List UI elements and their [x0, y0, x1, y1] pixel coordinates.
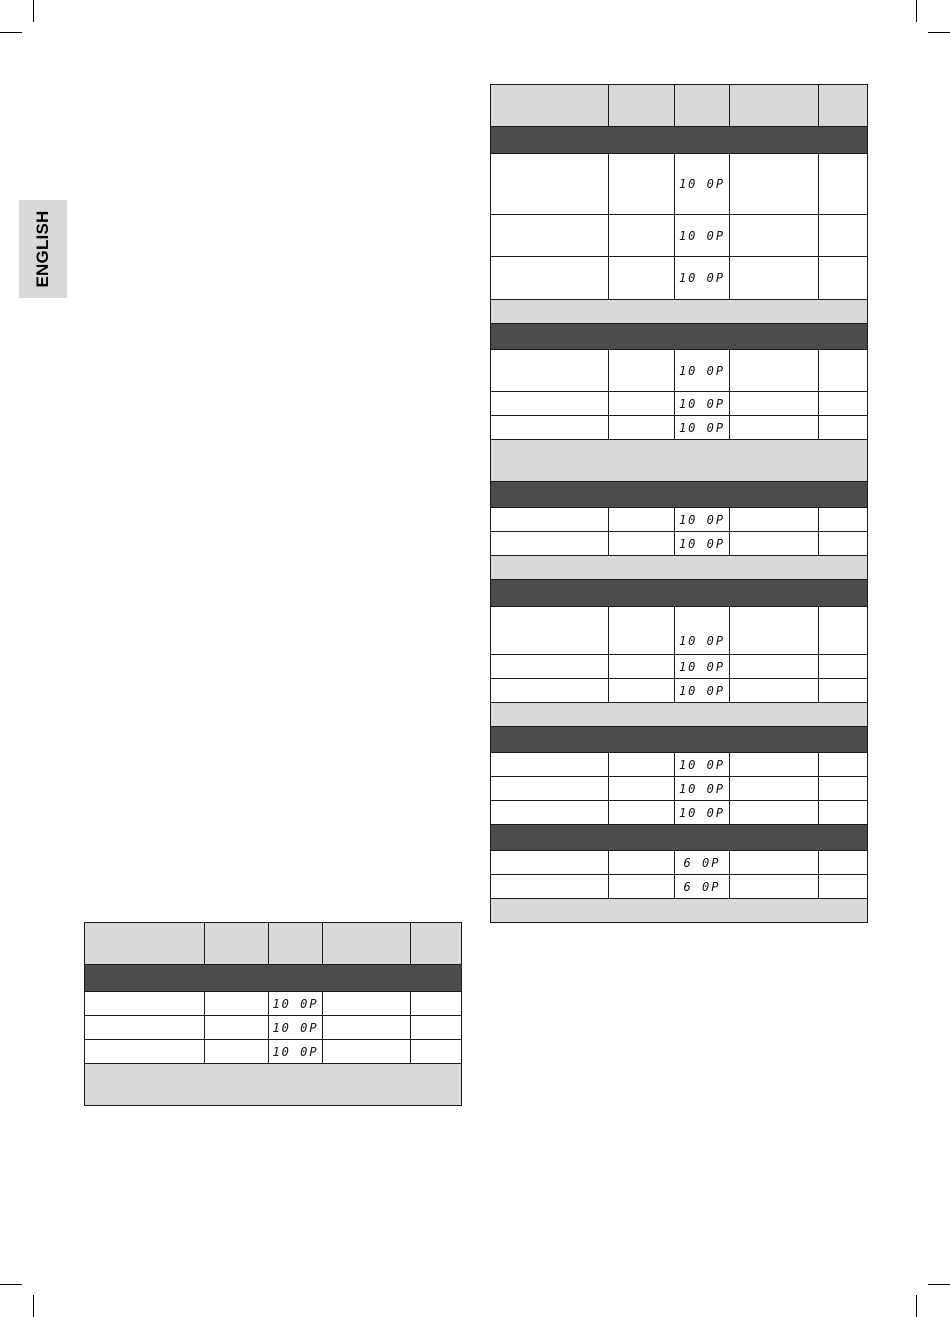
section-bar [491, 324, 868, 350]
note-row [491, 899, 868, 923]
crop-mark [916, 1295, 917, 1317]
table-row [491, 801, 868, 825]
table-header-row [491, 85, 868, 127]
lcd-display: 10 0P [272, 1044, 319, 1059]
lcd-display: 10 0P [678, 363, 726, 378]
header-cell [85, 923, 205, 965]
crop-mark [33, 1295, 34, 1317]
lcd-display: 10 0P [678, 805, 726, 820]
lcd-display: 10 0P [678, 270, 726, 286]
note-row [85, 1064, 462, 1106]
table-row [491, 416, 868, 440]
header-cell [609, 85, 675, 127]
crop-mark [33, 0, 34, 22]
lcd-display: 10 0P [272, 1020, 319, 1035]
table-row [491, 215, 868, 257]
header-cell [730, 85, 819, 127]
table-row [491, 508, 868, 532]
lcd-display: 10 0P [678, 781, 726, 796]
crop-mark [928, 1284, 950, 1285]
section-bar [85, 965, 462, 992]
table-row [85, 1040, 462, 1064]
table-row [491, 257, 868, 300]
table-row [491, 154, 868, 215]
note-row [491, 300, 868, 324]
lcd-display: 10 0P [678, 536, 726, 551]
table-row [491, 607, 868, 655]
lcd-display: 10 0P [678, 633, 726, 649]
header-cell [269, 923, 323, 965]
lcd-display: 10 0P [678, 396, 726, 411]
table-row [491, 753, 868, 777]
note-row [491, 703, 868, 727]
header-cell [675, 85, 730, 127]
section-bar [491, 727, 868, 753]
section-bar [491, 580, 868, 607]
lcd-display: 10 0P [678, 659, 726, 674]
lcd-display: 10 0P [678, 228, 726, 243]
header-cell [205, 923, 269, 965]
header-cell [491, 85, 609, 127]
language-tab [19, 200, 67, 298]
header-cell [323, 923, 411, 965]
table-row [491, 392, 868, 416]
crop-mark [0, 1284, 22, 1285]
crop-mark [916, 0, 917, 22]
table-row [491, 875, 868, 899]
table-row [85, 992, 462, 1016]
crop-mark [0, 32, 22, 33]
lcd-display: 10 0P [678, 512, 726, 527]
program-table-left [84, 922, 462, 1106]
section-bar [491, 482, 868, 508]
section-bar [491, 127, 868, 154]
lcd-display: 10 0P [272, 996, 319, 1011]
table-row [491, 532, 868, 556]
lcd-display: 10 0P [678, 757, 726, 772]
table-row [491, 679, 868, 703]
lcd-display: 10 0P [678, 176, 726, 192]
table-row [491, 851, 868, 875]
note-row [491, 556, 868, 580]
section-bar [491, 825, 868, 851]
lcd-display: 6 0P [683, 855, 721, 870]
lcd-display: 6 0P [683, 879, 721, 894]
language-label: ENGLISH [33, 210, 52, 288]
program-table-right [490, 84, 868, 923]
table-row [491, 777, 868, 801]
table-header-row [85, 923, 462, 965]
table-row [85, 1016, 462, 1040]
header-cell [819, 85, 868, 127]
note-row [491, 440, 868, 482]
lcd-display: 10 0P [678, 420, 726, 435]
crop-mark [928, 32, 950, 33]
table-row [491, 655, 868, 679]
header-cell [411, 923, 462, 965]
lcd-display: 10 0P [678, 683, 726, 698]
table-row [491, 350, 868, 392]
